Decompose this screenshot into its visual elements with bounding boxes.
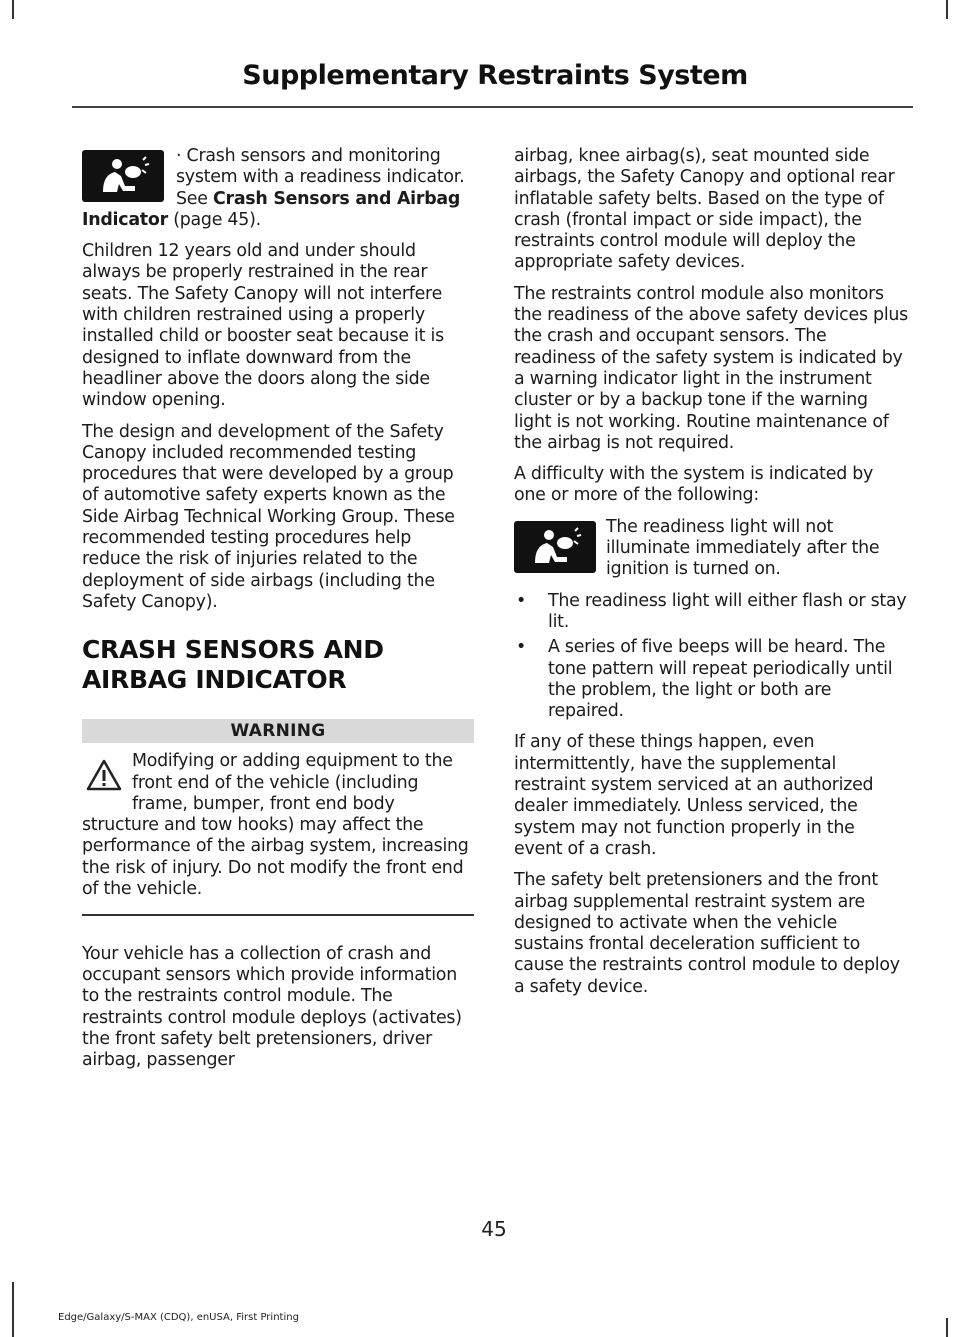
warning-divider xyxy=(82,914,474,916)
design-paragraph: The design and development of the Safety Canopy included recommended testing procedures that were developed by a group of automotive safety experts known as the Side Airbag Technical Working Group. These recommended testing procedures help reduce the risk of injuries related to the deployment of side airbags (including the Safety Canopy). xyxy=(82,421,455,612)
crop-mark-top-left xyxy=(12,0,14,19)
section-heading: CRASH SENSORS AND AIRBAG INDICATOR xyxy=(82,635,384,695)
intro-item-text: · Crash sensors and monitoring system with a readiness indicator. See xyxy=(176,146,465,209)
warning-triangle-icon xyxy=(86,759,122,797)
service-paragraph: If any of these things happen, even intermittently, have the supplemental restraint system serviced at an authorized dealer immediately. Unless serviced, the system may not function properly in the event of a crash. xyxy=(514,732,874,859)
symptom-list xyxy=(514,591,908,723)
crop-mark-bottom-left xyxy=(12,1282,14,1337)
intro-paragraph xyxy=(82,146,474,231)
bullet: • xyxy=(516,590,527,611)
readiness-icon-paragraph xyxy=(514,517,908,581)
warning-box xyxy=(82,719,474,916)
bullet: • xyxy=(516,637,527,658)
header-divider xyxy=(72,106,913,108)
crop-mark-top-right xyxy=(946,0,948,19)
left-column xyxy=(82,146,474,1082)
warning-label: WARNING xyxy=(82,719,474,743)
list-item xyxy=(514,591,908,634)
page-number: 45 xyxy=(481,1217,507,1241)
children-paragraph: Children 12 years old and under should always be properly restrained in the rear seats. The Safety Canopy will not interfere with children restrained using a properly installed child or booster seat because it is designed to inflate downward from the headliner above the doors along the side window opening. xyxy=(82,241,444,411)
list-item xyxy=(514,637,908,722)
pretensioner-paragraph: The safety belt pretensioners and the front airbag supplemental restraint system are designed to activate when the vehicle sustains frontal deceleration sufficient to cause the restraints control module to deploy a safety device. xyxy=(514,870,900,997)
edition-footer: Edge/Galaxy/S-MAX (CDQ), enUSA, First Printing xyxy=(58,1312,299,1323)
page-title: Supplementary Restraints System xyxy=(242,60,748,91)
warning-paragraph xyxy=(82,751,474,900)
list-item-text: A series of five beeps will be heard. The tone pattern will repeat periodically until the problem, the light or both are repaired. xyxy=(548,637,893,722)
crop-mark-bottom-right xyxy=(946,1318,948,1337)
readiness-text: The readiness light will not illuminate immediately after the ignition is turned on. xyxy=(606,516,880,580)
airbag-warning-icon xyxy=(514,521,596,573)
page-reference: (page 45). xyxy=(173,209,261,230)
airbag-paragraph: airbag, knee airbag(s), seat mounted side airbags, the Safety Canopy and optional rear inflatable safety belts. Based on the type of crash (frontal impact or side impact), the restraints control module will deploy the appropriate safety devices. xyxy=(514,146,895,273)
list-item-text: The readiness light will either flash or stay lit. xyxy=(548,590,907,632)
difficulty-paragraph: A difficulty with the system is indicated by one or more of the following: xyxy=(514,464,874,506)
airbag-warning-icon xyxy=(82,150,164,202)
right-column xyxy=(514,146,908,1008)
sensors-paragraph: Your vehicle has a collection of crash and occupant sensors which provide information to the restraints control module. The restraints control module deploys (activates) the front safety belt pretensioners, driver airbag, passenger xyxy=(82,943,462,1071)
crash-sensors-link[interactable]: Crash Sensors and Airbag Indicator xyxy=(82,188,461,230)
warning-text: Modifying or adding equipment to the front end of the vehicle (including frame, bumper, front end body structure and tow hooks) may affect the performance of the airbag system, increasing the risk of injury. Do not modify the front end of the vehicle. xyxy=(82,751,469,900)
monitor-paragraph: The restraints control module also monitors the readiness of the above safety devices plus the crash and occupant sensors. The readiness of the safety system is indicated by a warning indicator light in the instrument cluster or by a backup tone if the warning light is not working. Routine maintenance of the airbag is not required. xyxy=(514,283,908,453)
